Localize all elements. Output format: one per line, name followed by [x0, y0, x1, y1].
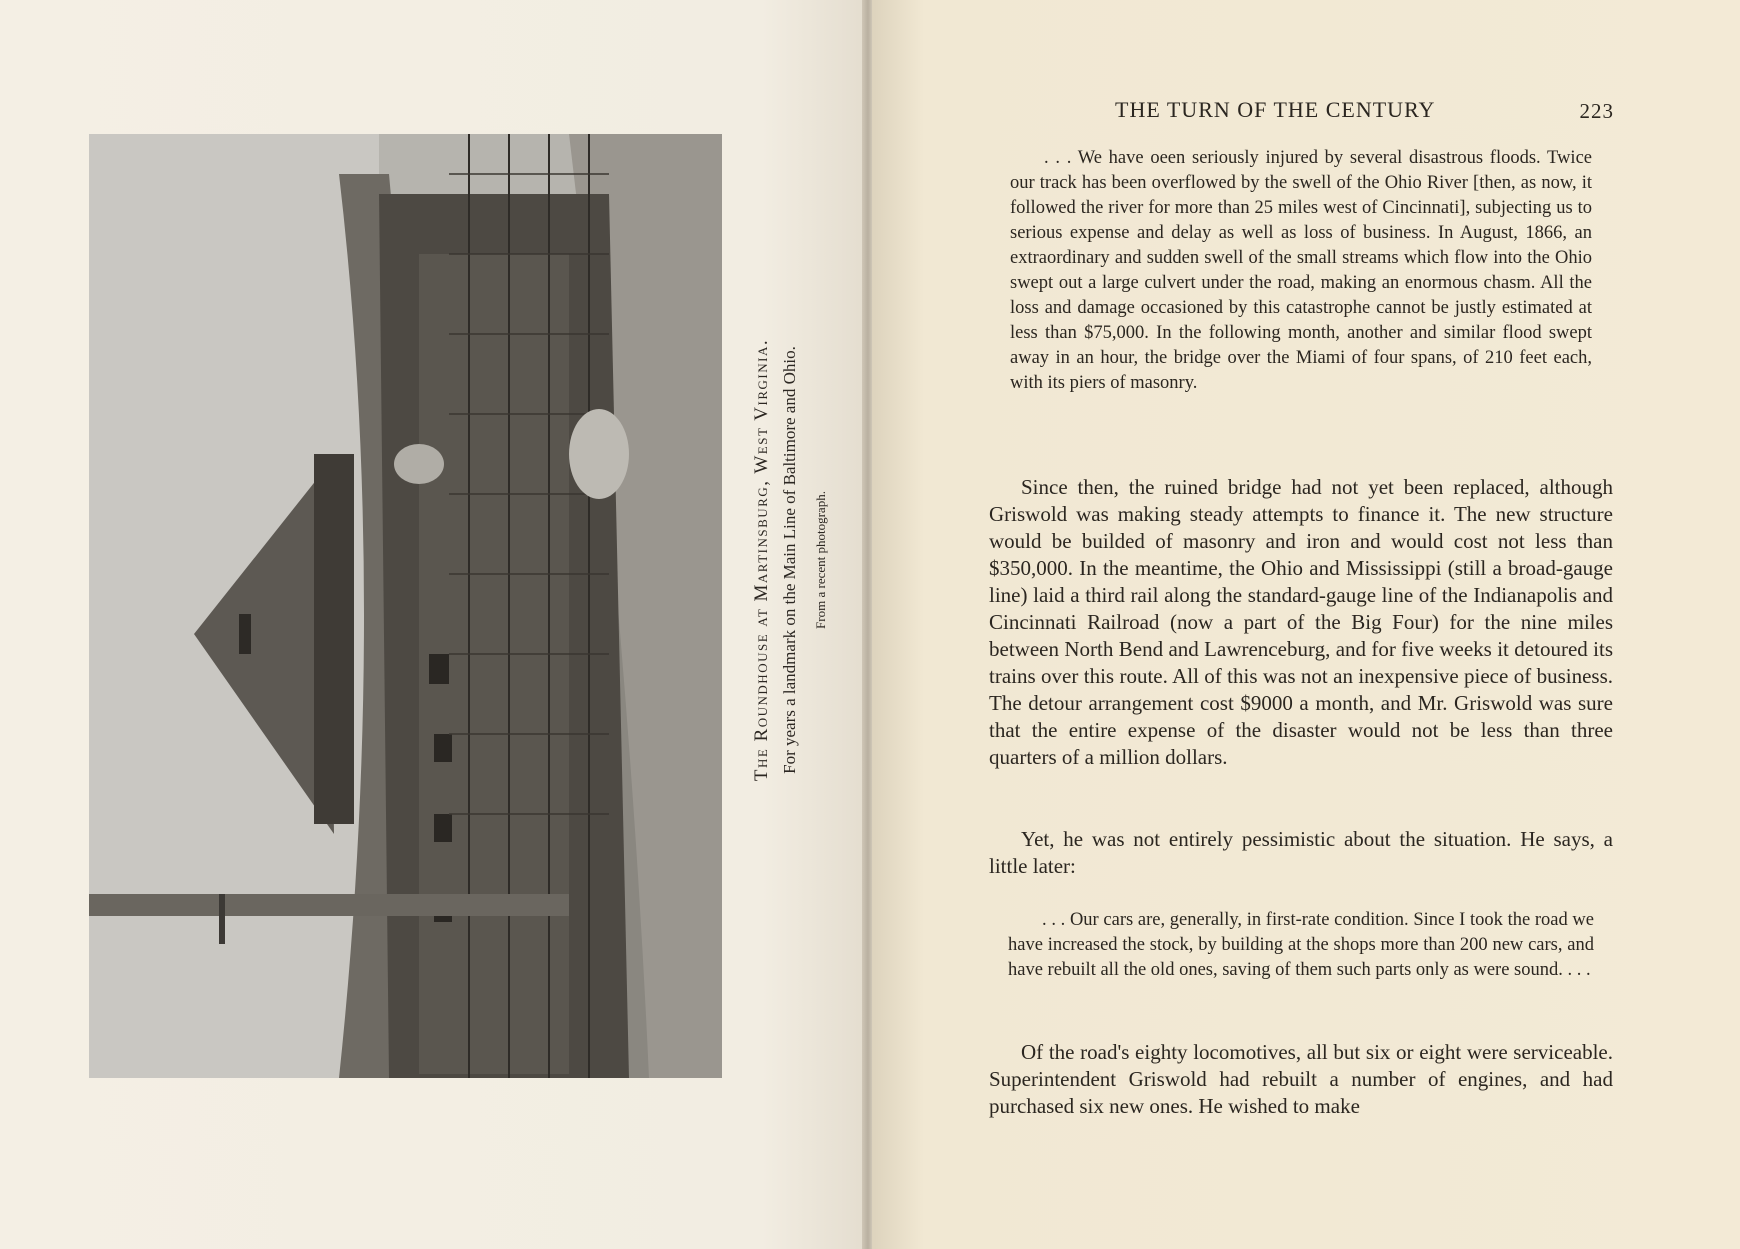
paragraph-3: Of the road's eighty locomotives, all but six or eight were serviceable. Superintendent Griswold had rebuilt a number of engines, and had purchased six new ones. He wished to make	[989, 1040, 1613, 1118]
block-quote-2: . . . Our cars are, generally, in first-rate condition. Since I took the road we have increased the stock, by building at the shops more than 200 new cars, and have rebuilt all the old ones, saving of them such parts only as were sound. . . .	[1008, 910, 1594, 980]
paragraph-1: Since then, the ruined bridge had not yet been replaced, although Griswold was making steady attempts to finance it. The new structure would be builded of masonry and iron and would cost not less than $350,000. In the meantime, the Ohio and Mississippi (still a broad-gauge line) laid a third rail along the standard-gauge line of the Indianapolis and Cincinnati Railroad (now a part of the Big Four) for the nine miles between North Bend and Lawrenceburg, and for five weeks it detoured its trains over this route. All of this was not an inexpensive piece of business. The detour arrangement cost $9000 a month, and Mr. Griswold was sure that the entire expense of the disaster would not be less than three quarters of a million dollars.	[989, 475, 1613, 769]
page-number: 223	[1579, 99, 1614, 123]
photo-caption	[748, 280, 868, 840]
running-head	[1110, 97, 1620, 127]
paragraph-2: Yet, he was not entirely pessimistic about the situation. He says, a little later:	[989, 827, 1613, 878]
left-page	[0, 0, 866, 1249]
caption-title: The Roundhouse at Martinsburg, West Virginia.	[751, 338, 772, 782]
running-head-title: THE TURN OF THE CENTURY	[1115, 97, 1436, 122]
block-quote-1: . . . We have oeen seriously injured by several disastrous floods. Twice our track has been overflowed by the swell of the Ohio River [then, as now, it followed the river for more than 25 miles west of Cincinnati], subjecting us to serious expense and delay as well as loss of business. In August, 1866, an extraordinary and sudden swell of the small streams which flow into the Ohio swept out a large culvert under the road, making an enormous chasm. All the loss and damage occasioned by this catastrophe cannot be justly estimated at less than $75,000. In the following month, another and similar flood swept away in an hour, the bridge over the Miami of four spans, of 210 feet each, with its piers of masonry.	[1010, 148, 1592, 393]
roundhouse-photograph	[89, 134, 722, 1078]
caption-subtitle: For years a landmark on the Main Line of Baltimore and Ohio.	[780, 346, 799, 774]
caption-credit: From a recent photograph.	[813, 491, 828, 629]
